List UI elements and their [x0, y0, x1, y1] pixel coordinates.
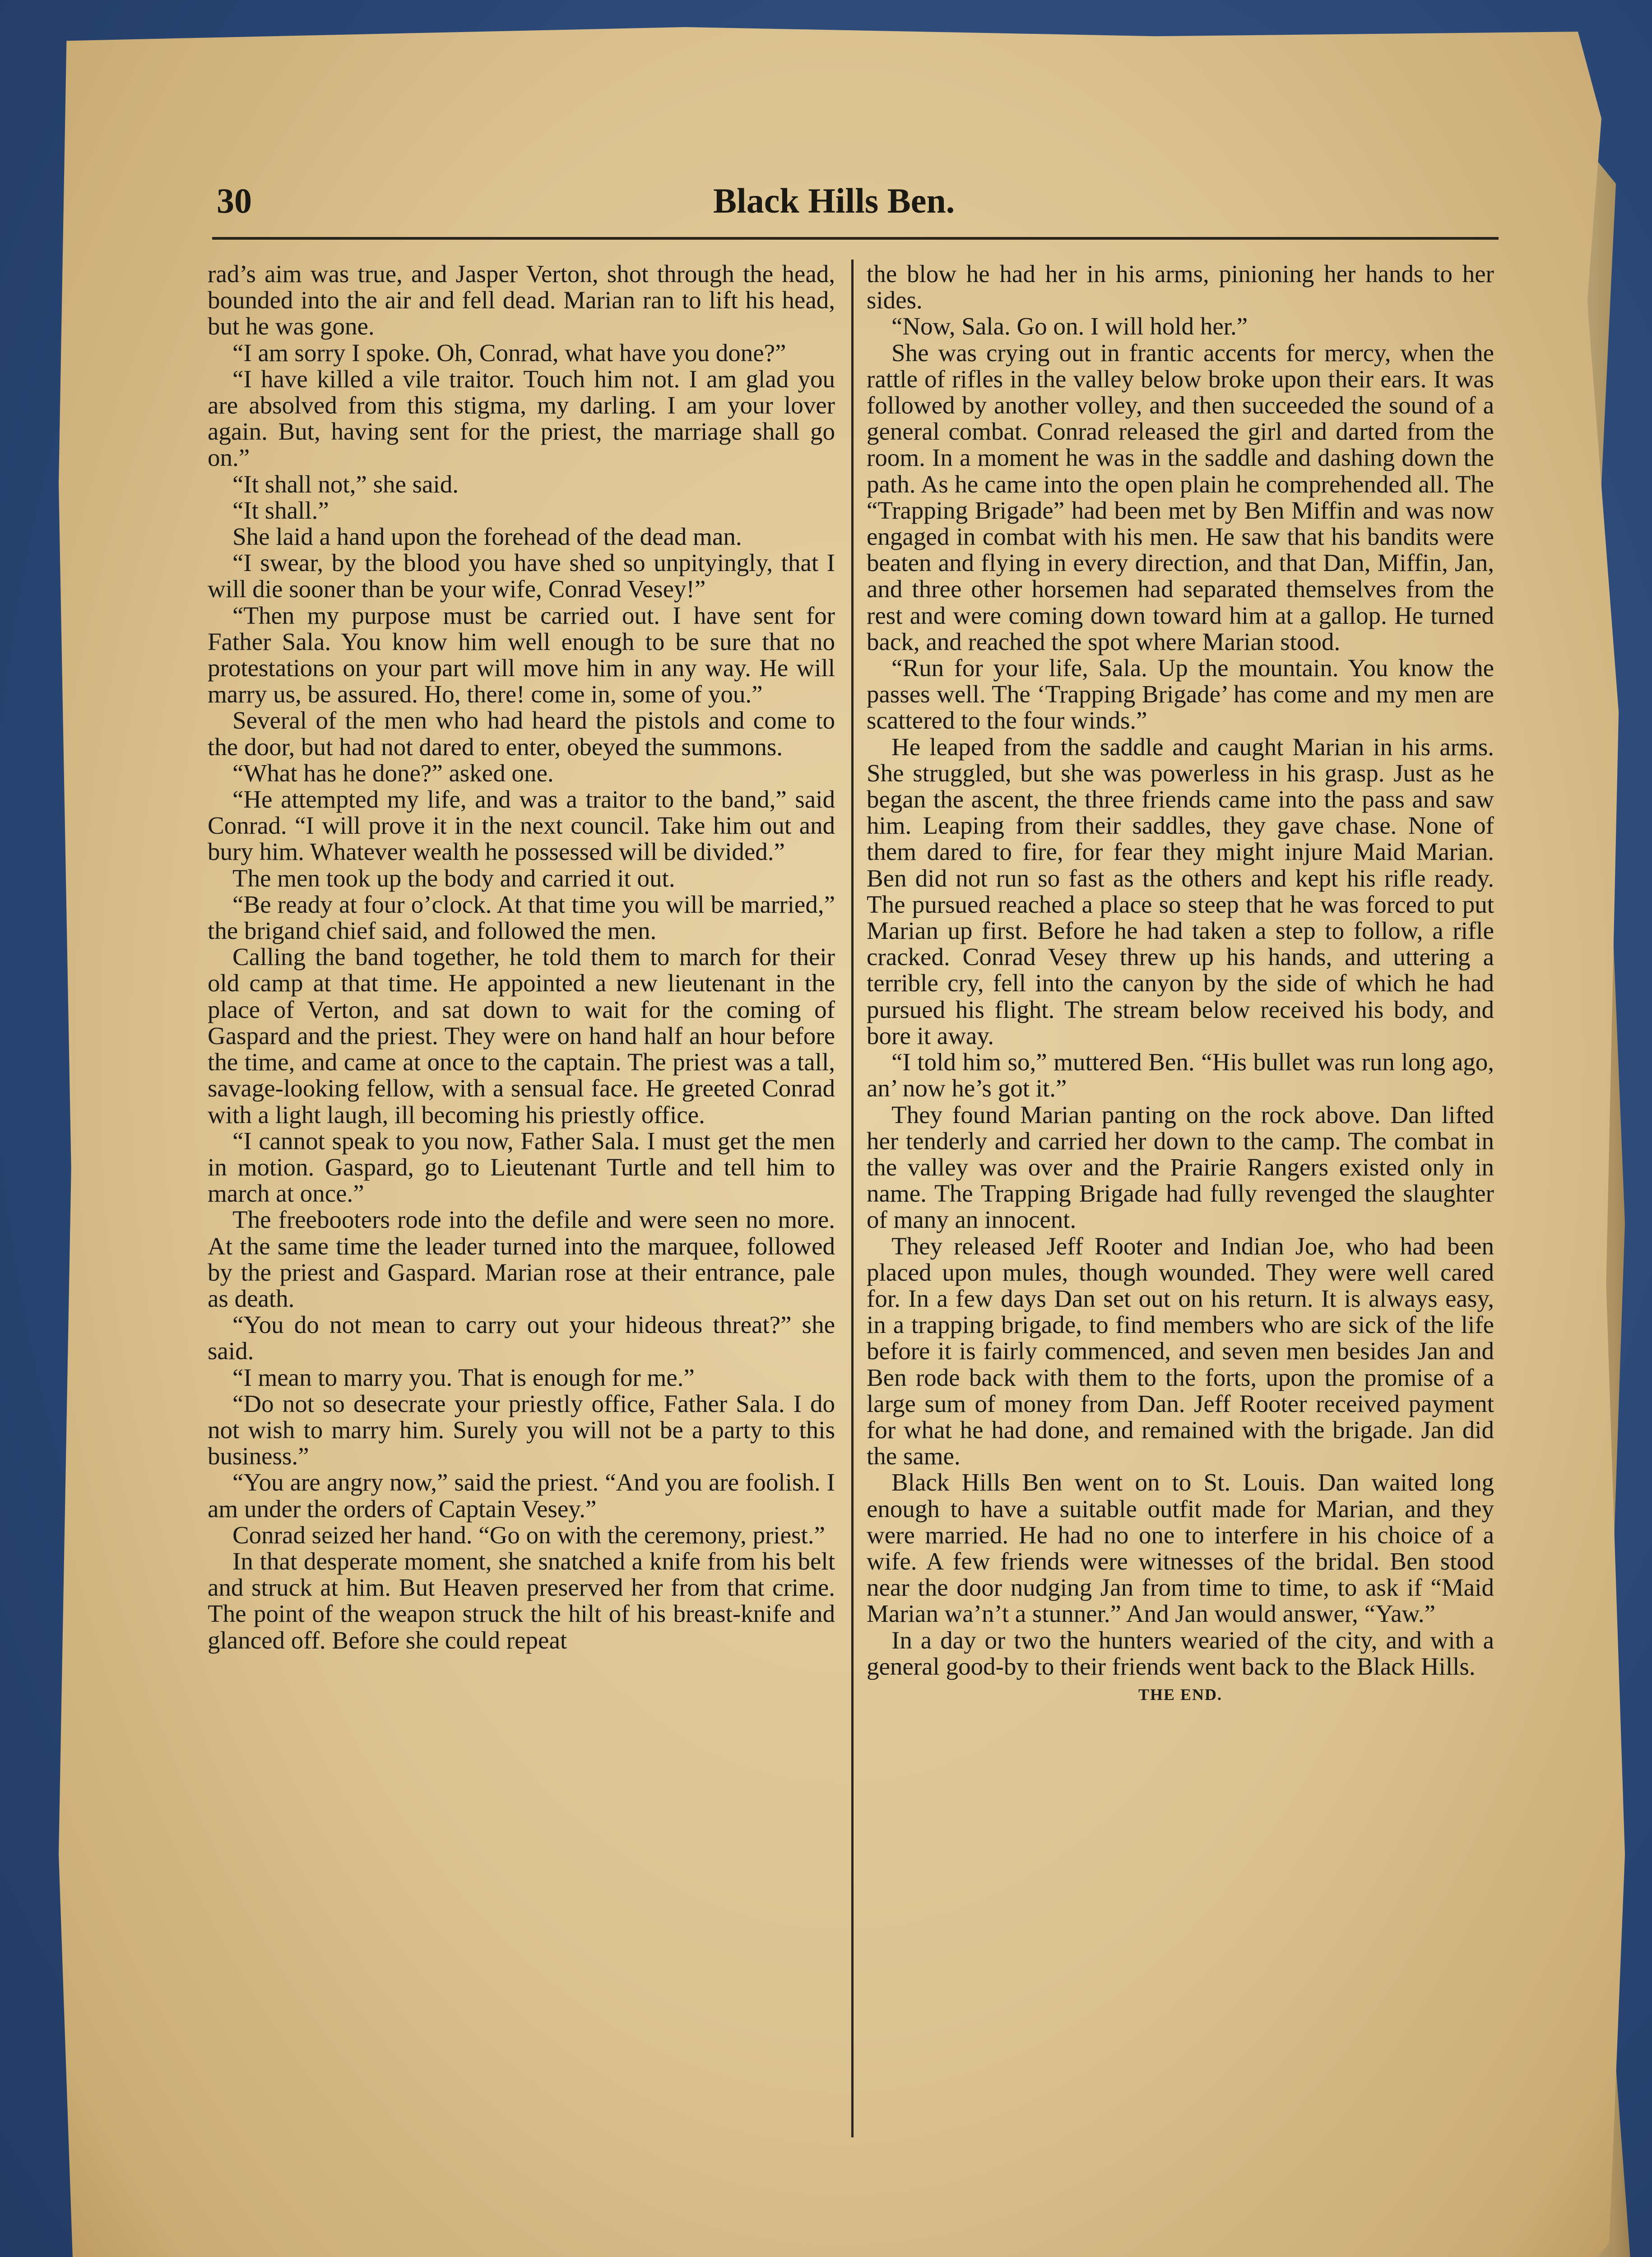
left-paragraph-20: “You are angry now,” said the priest. “And you are foolish. I am under the orders of Captain Vesey.”: [208, 1468, 835, 1523]
right-paragraph-8: They released Jeff Rooter and Indian Joe, who had been placed upon mules, though wounded. They were well cared for. In a few days Dan set out on his return. It is always easy, in a trapping brigade, to find members who are sick of the life before it is fairly commenced, and seven men besides Jan and Ben rode back with them to the forts, upon the promise of a large sum of money from Dan. Jeff Rooter received payment for what he had done, and remained with the brigade. Jan did the same.: [867, 1232, 1494, 1470]
right-paragraph-5: He leaped from the saddle and caught Marian in his arms. She struggled, but she was powerless in his grasp. Just as he began the ascent, the three friends came into the pass and saw him. Leaping from their saddles, they gave chase. None of them dared to fire, for fear they might injure Maid Marian. Ben did not run so fast as the others and kept his rifle ready. The pursued reached a place so steep that he was forced to put Marian up first. Before he had taken a step to follow, a rifle cracked. Conrad Vesey threw up his hands, and uttering a terrible cry, fell into the canyon by the side of which he had pursued his flight. The stream below received his body, and bore it away.: [867, 733, 1494, 1050]
left-paragraph-7: “I swear, by the blood you have shed so unpityingly, that I will die sooner than be your wife, Conrad Vesey!”: [208, 549, 835, 603]
the-end-label: THE END.: [1138, 1685, 1223, 1704]
right-paragraph-10: In a day or two the hunters wearied of the city, and with a general good-by to their friends went back to the Black Hills.: [867, 1626, 1494, 1680]
running-title: Black Hills Ben.: [713, 181, 955, 220]
left-paragraph-21: Conrad seized her hand. “Go on with the ceremony, priest.”: [232, 1521, 825, 1549]
left-paragraph-12: The men took up the body and carried it out.: [232, 864, 675, 892]
page-number: 30: [217, 181, 252, 220]
left-paragraph-5: “It shall.”: [232, 496, 329, 524]
left-paragraph-3: “I have killed a vile traitor. Touch him not. I am glad you are absolved from this stigma, my darling. I am your lover again. But, having sent for the priest, the marriage shall go on.”: [208, 365, 835, 472]
left-paragraph-13: “Be ready at four o’clock. At that time you will be married,” the brigand chief said, and followed the men.: [208, 890, 835, 945]
left-paragraph-17: “You do not mean to carry out your hideous threat?” she said.: [208, 1311, 835, 1365]
left-paragraph-2: “I am sorry I spoke. Oh, Conrad, what have you done?”: [232, 339, 786, 367]
right-column: [867, 261, 1494, 1708]
page-header: [217, 181, 1503, 230]
left-paragraph-4: “It shall not,” she said.: [232, 470, 459, 498]
right-paragraph-6: “I told him so,” muttered Ben. “His bullet was run long ago, an’ now he’s got it.”: [867, 1048, 1494, 1102]
left-paragraph-18: “I mean to marry you. That is enough for me.”: [232, 1363, 695, 1391]
left-paragraph-6: She laid a hand upon the forehead of the dead man.: [232, 523, 742, 551]
right-paragraph-7: They found Marian panting on the rock above. Dan lifted her tenderly and carried her down to the camp. The combat in the valley was over and the Prairie Rangers existed only in name. The Trapping Brigade had fully revenged the slaughter of many an innocent.: [867, 1101, 1494, 1234]
header-rule: [212, 237, 1499, 240]
right-paragraph-2: “Now, Sala. Go on. I will hold her.”: [891, 312, 1248, 340]
right-paragraph-9: Black Hills Ben went on to St. Louis. Dan waited long enough to have a suitable outfit made for Marian, and they were married. He had no one to interfere in his choice of a wife. A few friends were witnesses of the bridal. Ben stood near the door nudging Jan from time to time, to ask if “Maid Marian wa’n’t a stunner.” And Jan would answer, “Yaw.”: [867, 1468, 1494, 1628]
left-paragraph-19: “Do not so desecrate your priestly office, Father Sala. I do not wish to marry him. Surely you will not be a party to this business.”: [208, 1389, 835, 1470]
left-paragraph-1: rad’s aim was true, and Jasper Verton, shot through the head, bounded into the air and fell dead. Marian ran to lift his head, but he was gone.: [208, 260, 835, 340]
right-paragraph-3: She was crying out in frantic accents for mercy, when the rattle of rifles in the valley below broke upon their ears. It was followed by another volley, and then succeeded the sound of a general combat. Conrad released the girl and darted from the room. In a moment he was in the saddle and dashing down the path. As he came into the open plain he comprehended all. The “Trapping Brigade” had been met by Ben Miffin and was now engaged in combat with his men. He saw that his bandits were beaten and flying in every direction, and that Dan, Miffin, Jan, and three other horsemen had separated themselves from the rest and were coming down toward him at a gallop. He turned back, and reached the spot where Marian stood.: [867, 339, 1494, 655]
left-paragraph-11: “He attempted my life, and was a traitor to the band,” said Conrad. “I will prove it in the next council. Take him out and bury him. Whatever wealth he possessed will be divided.”: [208, 785, 835, 866]
right-paragraph-1: the blow he had her in his arms, pinioning her hands to her sides.: [867, 260, 1494, 314]
column-divider: [851, 260, 854, 2137]
left-paragraph-16: The freebooters rode into the defile and were seen no more. At the same time the leader turned into the marquee, followed by the priest and Gaspard. Marian rose at their entrance, pale as death.: [208, 1206, 835, 1312]
left-paragraph-9: Several of the men who had heard the pistols and come to the door, but had not dared to enter, obeyed the summons.: [208, 706, 835, 761]
left-column: [208, 261, 835, 1653]
left-paragraph-8: “Then my purpose must be carried out. I have sent for Father Sala. You know him well enough to be sure that no protestations on your part will move him in any way. He will marry us, be assured. Ho, there! come in, some of you.”: [208, 601, 835, 708]
left-paragraph-15: “I cannot speak to you now, Father Sala. I must get the men in motion. Gaspard, go to Lieutenant Turtle and tell him to march at once.”: [208, 1127, 835, 1207]
left-paragraph-22: In that desperate moment, she snatched a knife from his belt and struck at him. But Heaven preserved her from that crime. The point of the weapon struck the hilt of his breast-knife and glanced off. Before she could repeat: [208, 1547, 835, 1654]
left-paragraph-10: “What has he done?” asked one.: [232, 759, 554, 787]
right-paragraph-4: “Run for your life, Sala. Up the mountain. You know the passes well. The ‘Trapping Brigade’ has come and my men are scattered to the four winds.”: [867, 654, 1494, 734]
left-paragraph-14: Calling the band together, he told them to march for their old camp at that time. He appointed a new lieutenant in the place of Verton, and sat down to wait for the coming of Gaspard and the priest. They were on hand half an hour before the time, and came at once to the captain. The priest was a tall, savage-looking fellow, with a sensual face. He greeted Conrad with a light laugh, ill becoming his priestly office.: [208, 943, 835, 1128]
